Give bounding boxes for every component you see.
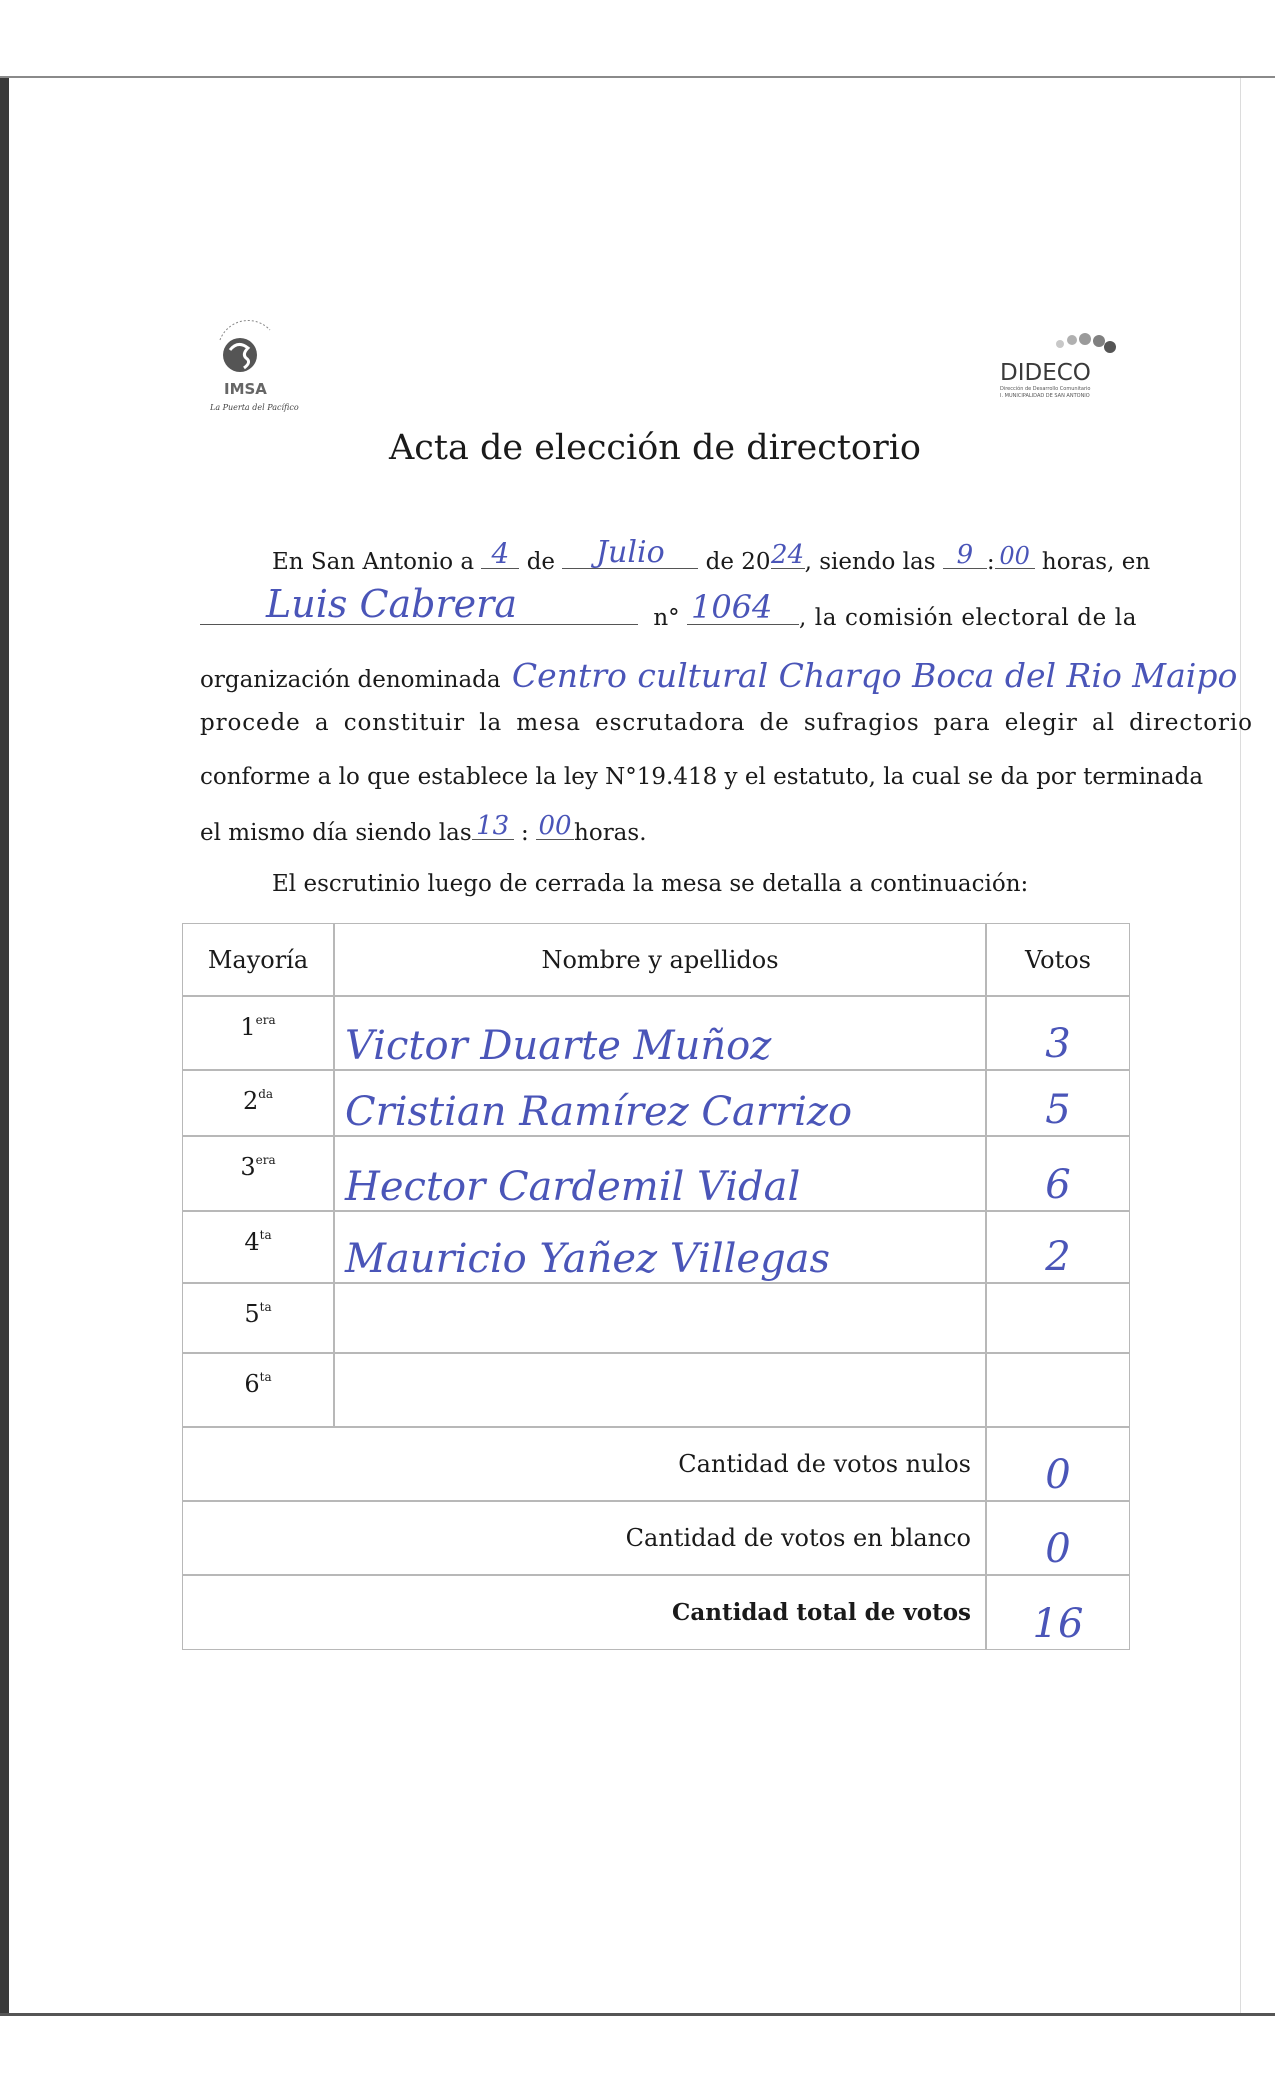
street-number-field: 1064 bbox=[687, 600, 799, 625]
null-votes-label: Cantidad de votos nulos bbox=[182, 1427, 986, 1501]
header-nombre: Nombre y apellidos bbox=[334, 923, 986, 996]
svg-text:La Puerta del Pacífico: La Puerta del Pacífico bbox=[210, 403, 299, 412]
candidate-4-name: Mauricio Yañez Villegas bbox=[334, 1211, 986, 1283]
year-field: 24 bbox=[771, 540, 805, 570]
paragraph-line-4: procede a constituir la mesa escrutadora de sufragios para elegir al directorio bbox=[200, 710, 1253, 736]
scan-bottom-edge bbox=[0, 2013, 1275, 2016]
candidate-1-name: Victor Duarte Muñoz bbox=[334, 996, 986, 1070]
total-votes-value: 16 bbox=[986, 1575, 1130, 1650]
header-mayoria: Mayoría bbox=[182, 923, 334, 996]
rank-1: 1 era bbox=[182, 996, 334, 1070]
svg-text:Dirección de Desarrollo Comuni: Dirección de Desarrollo Comunitario bbox=[1000, 386, 1091, 392]
imsa-logo bbox=[210, 310, 320, 420]
month-field: Julio bbox=[562, 546, 698, 569]
candidate-1-votes: 3 bbox=[986, 996, 1130, 1070]
organization-name: Centro cultural Charqo Boca del Rio Maipo bbox=[511, 656, 1238, 695]
scan-right-edge bbox=[1240, 78, 1241, 2013]
paragraph-line-3: organización denominada Centro cultural Charqo Boca del Rio Maipo bbox=[200, 656, 1238, 695]
candidate-2-votes: 5 bbox=[986, 1070, 1130, 1136]
rank-3: 3 era bbox=[182, 1136, 334, 1211]
scan-top-edge bbox=[0, 76, 1275, 78]
null-votes-value: 0 bbox=[986, 1427, 1130, 1501]
end-hour-field: 13 bbox=[472, 817, 514, 840]
svg-text:IMSA: IMSA bbox=[224, 380, 267, 398]
blank-votes-label: Cantidad de votos en blanco bbox=[182, 1501, 986, 1575]
rank-2: 2 da bbox=[182, 1070, 334, 1136]
blank-votes-value: 0 bbox=[986, 1501, 1130, 1575]
dideco-logo bbox=[990, 330, 1130, 410]
svg-text:DIDECO: DIDECO bbox=[1000, 360, 1091, 386]
paragraph-line-1: En San Antonio a 4 de Julio de 20 24 , siendo las 9 : 00 horas, en bbox=[272, 535, 1151, 575]
candidate-3-name: Hector Cardemil Vidal bbox=[334, 1136, 986, 1211]
candidate-4-votes: 2 bbox=[986, 1211, 1130, 1283]
candidate-3-votes: 6 bbox=[986, 1136, 1130, 1211]
svg-text:I. MUNICIPALIDAD DE SAN ANTONI: I. MUNICIPALIDAD DE SAN ANTONIO bbox=[1000, 393, 1090, 399]
total-votes-label: Cantidad total de votos bbox=[182, 1575, 986, 1650]
paragraph-line-7: El escrutinio luego de cerrada la mesa se detalla a continuación: bbox=[272, 871, 1029, 897]
document-title: Acta de elección de directorio bbox=[389, 428, 921, 468]
header-votos: Votos bbox=[986, 923, 1130, 996]
candidate-5-name bbox=[334, 1283, 986, 1353]
paragraph-line-5: conforme a lo que establece la ley N°19.418 y el estatuto, la cual se da por terminada bbox=[200, 764, 1204, 790]
day-field: 4 bbox=[481, 546, 519, 569]
start-hour-field: 9 bbox=[943, 546, 987, 569]
ballot-results-table bbox=[182, 923, 1130, 1660]
end-minute-field: 00 bbox=[536, 817, 574, 840]
candidate-6-votes bbox=[986, 1353, 1130, 1427]
rank-5: 5 ta bbox=[182, 1283, 334, 1353]
candidate-2-name: Cristian Ramírez Carrizo bbox=[334, 1070, 986, 1136]
rank-6: 6 ta bbox=[182, 1353, 334, 1427]
street-field: Luis Cabrera bbox=[200, 600, 638, 625]
scan-left-edge bbox=[0, 78, 9, 2013]
start-minute-field: 00 bbox=[995, 546, 1035, 569]
candidate-5-votes bbox=[986, 1283, 1130, 1353]
rank-4: 4 ta bbox=[182, 1211, 334, 1283]
candidate-6-name bbox=[334, 1353, 986, 1427]
paragraph-line-6: el mismo día siendo las 13 : 00 horas. bbox=[200, 811, 647, 846]
paragraph-line-2: Luis Cabrera n° 1064 , la comisión electoral de la bbox=[200, 600, 1137, 631]
